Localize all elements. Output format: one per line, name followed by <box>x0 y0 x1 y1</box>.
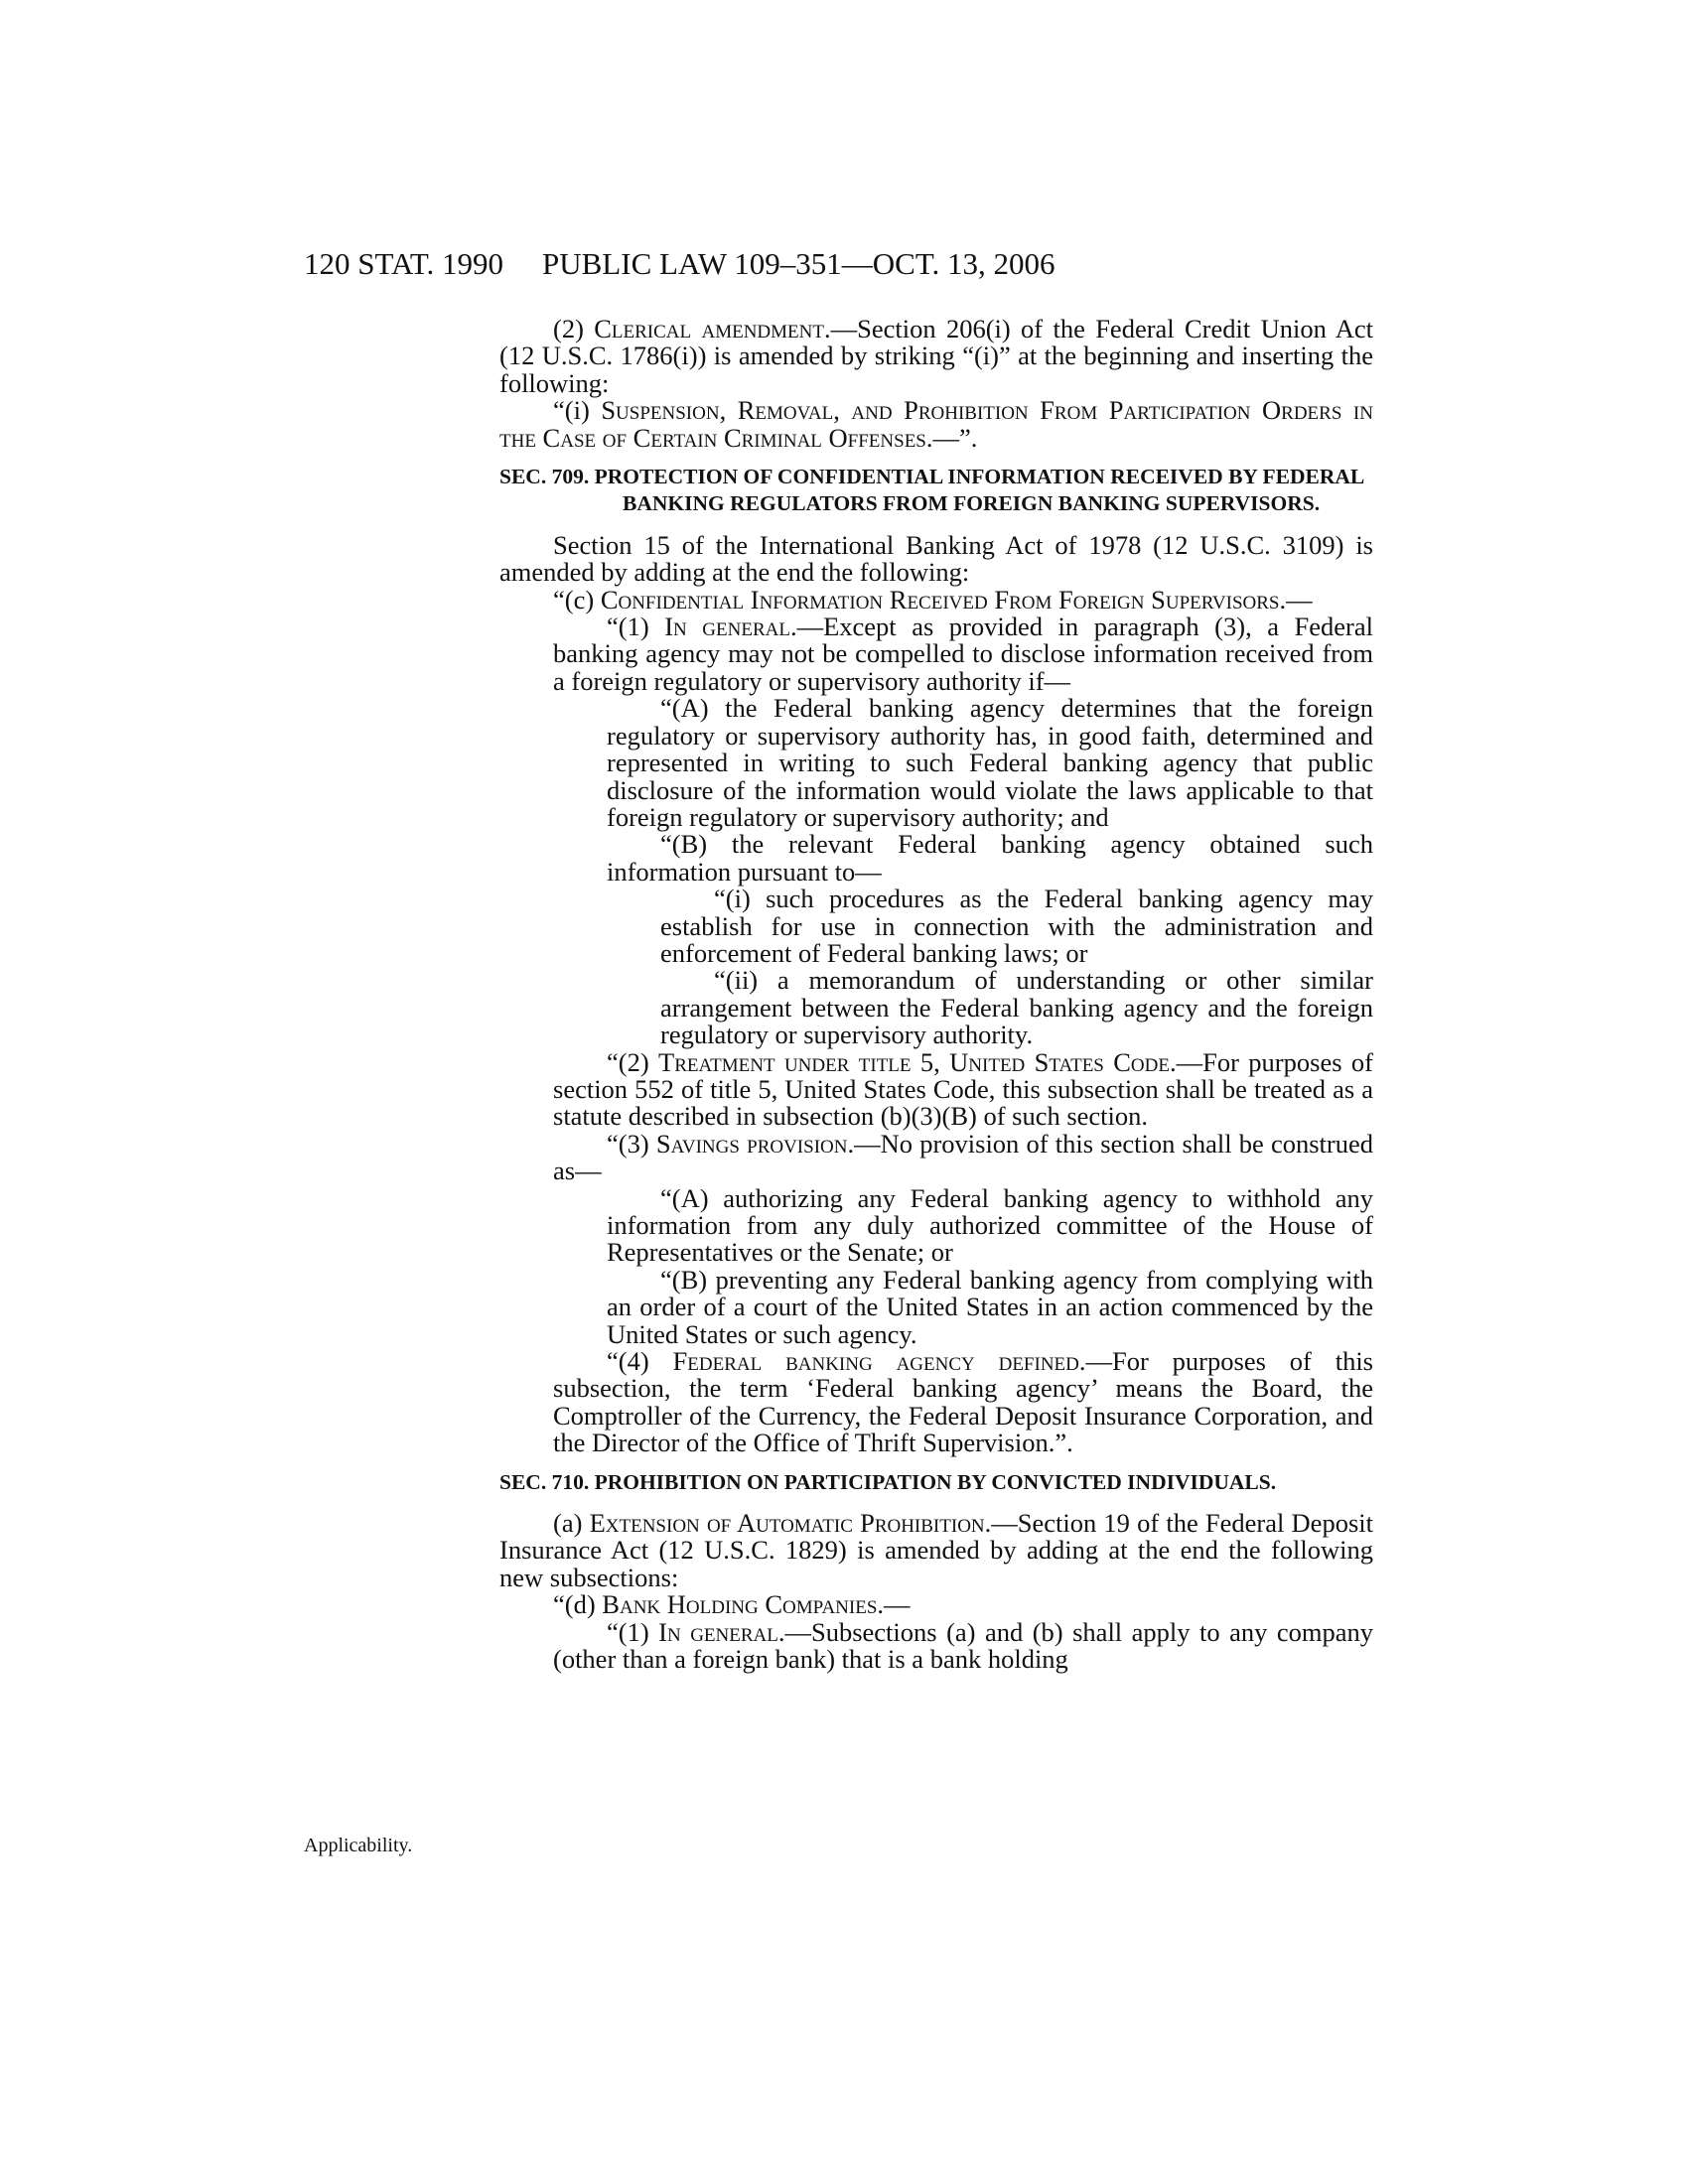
paragraph-c4: “(4) Federal banking agency defined.—For purposes of this subsection, the term ‘Federal banking agency’ means the Board, the Comptroller of the Currency, the Federal Deposit Insurance Corporation, and the Director of the Office of Thrift Supervision.”. <box>553 1346 1373 1458</box>
margin-note-applicability: Applicability. <box>304 1835 413 1856</box>
sec-710-heading: SEC. 710. PROHIBITION ON PARTICIPATION BY CONVICTED INDIVIDUALS. <box>499 1469 1277 1494</box>
paragraph-c1: “(1) In general.—Except as provided in paragraph (3), a Federal banking agency may not be compelled to disclose information received from a foreign regulatory or supervisory authority if— <box>553 612 1373 696</box>
subparagraph-c1-B: “(B) the relevant Federal banking agency obtained such information pursuant to— <box>607 829 1373 887</box>
public-law-citation: PUBLIC LAW 109–351—OCT. 13, 2006 <box>542 246 1055 281</box>
subsection-c-heading: “(c) Confidential Information Received From Foreign Supervisors.— <box>553 584 1313 614</box>
clause-c1-B-ii: “(ii) a memorandum of understanding or other similar arrangement between the Federal banking agency and the foreign regulatory or supervisory authority. <box>660 965 1373 1050</box>
clause-c1-B-i: “(i) such procedures as the Federal banking agency may establish for use in connection with the administration and enforcement of Federal banking laws; or <box>660 884 1373 968</box>
sec-709-intro: Section 15 of the International Banking Act of 1978 (12 U.S.C. 3109) is amended by adding at the end the following: <box>499 529 1373 588</box>
subparagraph-c3-A: “(A) authorizing any Federal banking agency to withhold any information from any duly authorized committee of the House of Representatives or the Senate; or <box>607 1182 1373 1268</box>
document-body <box>499 316 1373 1674</box>
subparagraph-c3-B: “(B) preventing any Federal banking agency from complying with an order of a court of the United States in an action commenced by the United States or such agency. <box>607 1264 1373 1349</box>
subsection-a-paragraph: (a) Extension of Automatic Prohibition.—Section 19 of the Federal Deposit Insurance Act (12 U.S.C. 1829) is amended by adding at the end the following new subsections: <box>499 1508 1373 1592</box>
clerical-amendment-paragraph: (2) Clerical amendment.—Section 206(i) of the Federal Credit Union Act (12 U.S.C. 1786(i)) is amended by striking “(i)” at the beginning and inserting the following: <box>499 314 1373 398</box>
paragraph-c3: “(3) Savings provision.—No provision of this section shall be construed as— <box>553 1128 1373 1186</box>
subsection-d-heading: “(d) Bank Holding Companies.— <box>553 1589 911 1620</box>
inserted-heading-paragraph: “(i) Suspension, Removal, and Prohibition From Participation Orders in the Case of Certain Criminal Offenses.—”. <box>499 395 1373 453</box>
subparagraph-c1-A: “(A) the Federal banking agency determines that the foreign regulatory or supervisory authority has, in good faith, determined and represented in writing to such Federal banking agency that public disclosure of the information would violate the laws applicable to that foreign regulatory or supervisory authority; and <box>607 693 1373 832</box>
paragraph-d1: “(1) In general.—Subsections (a) and (b) shall apply to any company (other than a foreign bank) that is a bank holding <box>553 1616 1374 1675</box>
page-header <box>304 246 1376 286</box>
sec-709-heading: SEC. 709. PROTECTION OF CONFIDENTIAL INFORMATION RECEIVED BY FEDERAL BANKING REGULATORS FROM FOREIGN BANKING SUPERVISORS. <box>499 465 1364 516</box>
paragraph-c2: “(2) Treatment under title 5, United States Code.—For purposes of section 552 of title 5, United States Code, this subsection shall be treated as a statute described in subsection (b)(3)(B) of such section. <box>553 1046 1373 1132</box>
statute-page-number: 120 STAT. 1990 <box>304 246 504 281</box>
